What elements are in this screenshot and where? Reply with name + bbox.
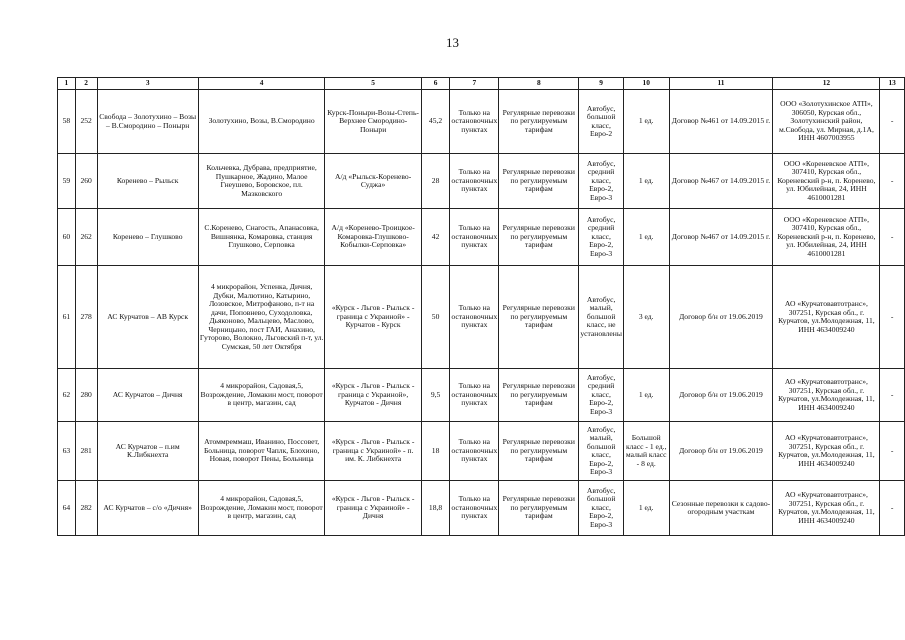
row-number: 62 [58, 369, 76, 422]
route-streets: А/д «Рыльск-Коренево-Суджа» [325, 154, 421, 209]
route-streets: А/д «Коренево-Троицкое-Комаровка-Глушково-Кобылки-Серповка» [325, 209, 421, 266]
vehicle-type: Автобус, средний класс, Евро-2, Евро-3 [579, 369, 624, 422]
intermediate-stops: Золотухино, Возы, В.Смородино [198, 90, 325, 154]
route-streets: «Курск - Льгов - Рыльск - граница с Украиной» - Курчатов - Курск [325, 266, 421, 369]
row-number: 60 [58, 209, 76, 266]
column-header: 2 [75, 78, 97, 90]
route-length: 28 [421, 154, 450, 209]
boarding-order: Только на остановочных пунктах [450, 266, 499, 369]
route-name: АС Курчатов – Дичня [97, 369, 198, 422]
route-length: 18 [421, 422, 450, 481]
route-number: 282 [75, 481, 97, 536]
notes: - [880, 209, 905, 266]
column-header: 10 [623, 78, 669, 90]
vehicle-count: 3 ед. [623, 266, 669, 369]
vehicle-count: 1 ед. [623, 481, 669, 536]
row-number: 63 [58, 422, 76, 481]
vehicle-type: Автобус, малый, большой класс, не установлены [579, 266, 624, 369]
vehicle-count: 1 ед. [623, 209, 669, 266]
column-header: 11 [669, 78, 773, 90]
transport-type: Регулярные перевозки по регулируемым тарифам [499, 154, 579, 209]
carrier: ООО «Кореневское АТП», 307410, Курская обл., Кореневский р-н, п. Коренево, ул. Юбилейная, 24, ИНН 4610001281 [773, 209, 880, 266]
table-row [58, 422, 905, 481]
vehicle-count: 1 ед. [623, 154, 669, 209]
contract: Договор №467 от 14.09.2015 г. [669, 209, 773, 266]
contract: Договор №461 от 14.09.2015 г. [669, 90, 773, 154]
transport-type: Регулярные перевозки по регулируемым тарифам [499, 481, 579, 536]
route-length: 42 [421, 209, 450, 266]
route-number: 280 [75, 369, 97, 422]
table-row [58, 266, 905, 369]
route-number: 262 [75, 209, 97, 266]
intermediate-stops: Кольчевка, Дубрава, предприятие, Пушкарное, Жадино, Малое Гнеушево, Боровское, пл. Мазковского [198, 154, 325, 209]
column-header: 5 [325, 78, 421, 90]
routes-table [57, 77, 905, 536]
route-number: 260 [75, 154, 97, 209]
route-streets: «Курск - Льгов - Рыльск - граница с Украиной» - Дичня [325, 481, 421, 536]
notes: - [880, 154, 905, 209]
vehicle-type: Автобус, большой класс, Евро-2 [579, 90, 624, 154]
column-header: 4 [198, 78, 325, 90]
route-streets: «Курск - Льгов - Рыльск - граница с Украиной», Курчатов - Дичня [325, 369, 421, 422]
table-row [58, 154, 905, 209]
header-row [58, 78, 905, 90]
column-header: 12 [773, 78, 880, 90]
intermediate-stops: 4 микрорайон, Садовая,5, Возрождение, Ломакин мост, поворот в центр, магазин, сад [198, 369, 325, 422]
route-name: Коренево – Рыльск [97, 154, 198, 209]
row-number: 64 [58, 481, 76, 536]
route-length: 9,5 [421, 369, 450, 422]
route-length: 50 [421, 266, 450, 369]
row-number: 61 [58, 266, 76, 369]
contract: Сезонные перевозки к садово-огородным участкам [669, 481, 773, 536]
row-number: 59 [58, 154, 76, 209]
route-streets: «Курск - Льгов - Рыльск - граница с Украиной» - п. им. К. Либкнехта [325, 422, 421, 481]
notes: - [880, 266, 905, 369]
carrier: АО «Курчатовавтотранс», 307251, Курская обл., г. Курчатов, ул.Молодежная, 11, ИНН 4634009240 [773, 481, 880, 536]
table-row [58, 209, 905, 266]
route-name: Коренево – Глушково [97, 209, 198, 266]
contract: Договор б/н от 19.06.2019 [669, 266, 773, 369]
table-row [58, 481, 905, 536]
page-number: 13 [446, 35, 459, 50]
boarding-order: Только на остановочных пунктах [450, 209, 499, 266]
vehicle-type: Автобус, большой класс, Евро-2, Евро-3 [579, 481, 624, 536]
carrier: АО «Курчатовавтотранс», 307251, Курская обл., г. Курчатов, ул.Молодежная, 11, ИНН 4634009240 [773, 422, 880, 481]
carrier: ООО «Кореневское АТП», 307410, Курская обл., Кореневский р-н, п. Коренево, ул. Юбилейная, 24, ИНН 4610001281 [773, 154, 880, 209]
boarding-order: Только на остановочных пунктах [450, 422, 499, 481]
column-header: 13 [880, 78, 905, 90]
route-streets: Курск-Поныри-Возы-Степь-Верхнее Смородино-Поныри [325, 90, 421, 154]
contract: Договор б/н от 19.06.2019 [669, 422, 773, 481]
table-row [58, 90, 905, 154]
vehicle-type: Автобус, малый, большой класс, Евро-2, Евро-3 [579, 422, 624, 481]
column-header: 6 [421, 78, 450, 90]
contract: Договор №467 от 14.09.2015 г. [669, 154, 773, 209]
carrier: АО «Курчатовавтотранс», 307251, Курская обл., г. Курчатов, ул.Молодежная, 11, ИНН 4634009240 [773, 369, 880, 422]
notes: - [880, 481, 905, 536]
carrier: ООО «Золотухинское АТП», 306050, Курская обл., Золотухинский район, м.Свобода, ул. Мирная, д.1А, ИНН 4607003955 [773, 90, 880, 154]
route-number: 278 [75, 266, 97, 369]
column-header: 9 [579, 78, 624, 90]
route-number: 252 [75, 90, 97, 154]
route-name: АС Курчатов – АВ Курск [97, 266, 198, 369]
route-length: 18,8 [421, 481, 450, 536]
vehicle-count: 1 ед. [623, 90, 669, 154]
route-name: АС Курчатов – с/о «Дичня» [97, 481, 198, 536]
vehicle-count: Большой класс - 1 ед., малый класс - 8 ед. [623, 422, 669, 481]
vehicle-count: 1 ед. [623, 369, 669, 422]
boarding-order: Только на остановочных пунктах [450, 369, 499, 422]
transport-type: Регулярные перевозки по регулируемым тарифам [499, 266, 579, 369]
boarding-order: Только на остановочных пунктах [450, 90, 499, 154]
column-header: 7 [450, 78, 499, 90]
route-name: Свобода – Золотухино – Возы – В.Смородино – Понырн [97, 90, 198, 154]
route-name: АС Курчатов – п.им К.Либкнехта [97, 422, 198, 481]
table-row [58, 369, 905, 422]
boarding-order: Только на остановочных пунктах [450, 481, 499, 536]
column-header: 3 [97, 78, 198, 90]
vehicle-type: Автобус, средний класс, Евро-2, Евро-3 [579, 154, 624, 209]
transport-type: Регулярные перевозки по регулируемым тарифам [499, 90, 579, 154]
vehicle-type: Автобус, средний класс, Евро-2, Евро-3 [579, 209, 624, 266]
contract: Договор б/н от 19.06.2019 [669, 369, 773, 422]
notes: - [880, 90, 905, 154]
column-header: 8 [499, 78, 579, 90]
intermediate-stops: 4 микрорайон, Садовая,5, Возрождение, Ломакин мост, поворот в центр, магазин, сад [198, 481, 325, 536]
transport-type: Регулярные перевозки по регулируемым тарифам [499, 209, 579, 266]
intermediate-stops: 4 микрорайон, Успенка, Дичня, Дубки, Малютино, Катырино, Лозовское, Митрофаново, п-т на дачи, Поповнево, Суходоловка, Дьяконово, Мальцево, Маслово, Черницыно, пост ГАИ, Анахино, Гуторово, Волокно, Льговский п-т, ул. Сумская, 50 лет Октября [198, 266, 325, 369]
transport-type: Регулярные перевозки по регулируемым тарифам [499, 369, 579, 422]
route-number: 281 [75, 422, 97, 481]
intermediate-stops: Атоммреммаш, Иванино, Поссовет, Больница, поворот Чаплк, Блохино, Новая, поворот Пены, Больница [198, 422, 325, 481]
column-header: 1 [58, 78, 76, 90]
boarding-order: Только на остановочных пунктах [450, 154, 499, 209]
notes: - [880, 369, 905, 422]
row-number: 58 [58, 90, 76, 154]
transport-type: Регулярные перевозки по регулируемым тарифам [499, 422, 579, 481]
route-length: 45,2 [421, 90, 450, 154]
carrier: АО «Курчатовавтотранс», 307251, Курская обл., г. Курчатов, ул.Молодежная, 11, ИНН 4634009240 [773, 266, 880, 369]
intermediate-stops: С.Коренево, Снагость, Апанасовка, Вишнянка, Комаровка, станция Глушково, Серповка [198, 209, 325, 266]
notes: - [880, 422, 905, 481]
